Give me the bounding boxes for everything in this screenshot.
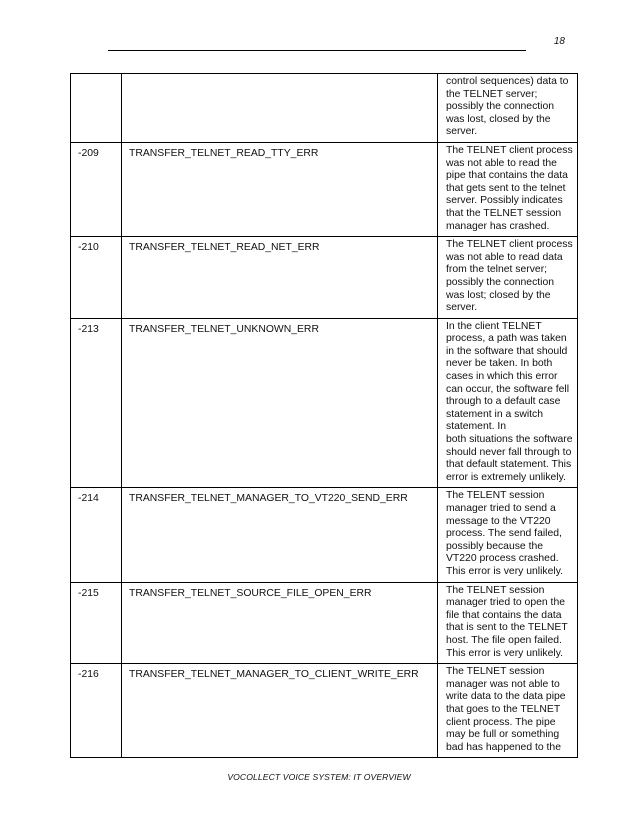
description-line: statement in a switch — [446, 408, 544, 420]
description-line: the TELNET server; — [446, 88, 538, 100]
description-line: client process. The pipe — [446, 716, 556, 728]
table-row — [71, 318, 578, 488]
description-line: that the TELNET session — [446, 207, 562, 219]
error-description-cell — [438, 237, 578, 319]
error-name-cell: TRANSFER_TELNET_SOURCE_FILE_OPEN_ERR — [122, 582, 438, 664]
description-line: statement. In — [446, 421, 507, 433]
description-line: In the client TELNET — [446, 320, 542, 332]
error-description-cell — [438, 582, 578, 664]
description-line: control sequences) data to — [446, 76, 569, 87]
description-line: through to a default case — [446, 396, 561, 408]
page-footer: VOCOLLECT VOICE SYSTEM: IT OVERVIEW — [227, 772, 411, 782]
description-line: can occur, the software fell — [446, 383, 570, 395]
description-line: write data to the data pipe — [446, 691, 566, 703]
description-line: server. — [446, 126, 478, 138]
error-code-cell: -214 — [71, 488, 122, 582]
description-line: from the telnet server; — [446, 264, 548, 276]
description-line: manager tried to open the — [446, 597, 565, 609]
description-line: possibly the connection — [446, 276, 555, 288]
description-line: The TELNET session — [446, 584, 545, 596]
description-line: was not able to read data — [446, 251, 563, 263]
description-line: host. The file open failed. — [446, 634, 562, 646]
description-line: process. The send failed, — [446, 528, 562, 540]
error-name-cell: TRANSFER_TELNET_READ_TTY_ERR — [122, 142, 438, 236]
description-line: manager was not able to — [446, 678, 560, 690]
error-name-cell — [122, 74, 438, 143]
description-line: The TELNET client process — [446, 144, 573, 156]
error-description-cell — [438, 74, 578, 143]
error-name-cell: TRANSFER_TELNET_MANAGER_TO_CLIENT_WRITE_ERR — [122, 664, 438, 758]
description-line: error is extremely unlikely. — [446, 471, 566, 483]
description-line: server. Possibly indicates — [446, 195, 563, 207]
description-line: may be full or something — [446, 729, 560, 741]
error-description-cell — [438, 142, 578, 236]
table-row — [71, 142, 578, 236]
description-line: possibly because the — [446, 540, 544, 552]
table-row — [71, 582, 578, 664]
description-line: The TELNET session — [446, 666, 545, 678]
header-rule — [108, 50, 526, 51]
error-name-cell: TRANSFER_TELNET_MANAGER_TO_VT220_SEND_ERR — [122, 488, 438, 582]
description-line: was not able to read the — [446, 157, 557, 169]
description-line: bad has happened to the — [446, 741, 561, 753]
description-line: was lost; closed by the — [446, 289, 551, 301]
description-line: possibly the connection — [446, 101, 555, 113]
description-line: that default statement. This — [446, 459, 572, 471]
error-description-cell — [438, 488, 578, 582]
description-line: The TELNET client process — [446, 239, 573, 251]
error-name-cell: TRANSFER_TELNET_READ_NET_ERR — [122, 237, 438, 319]
error-code-table — [70, 73, 578, 758]
description-line: both situations the software — [446, 434, 573, 446]
table-row — [71, 237, 578, 319]
error-code-cell: -215 — [71, 582, 122, 664]
description-line: manager has crashed. — [446, 220, 550, 232]
error-description-cell — [438, 318, 578, 488]
description-line: cases in which this error — [446, 371, 558, 383]
error-code-cell: -209 — [71, 142, 122, 236]
description-line: was lost, closed by the — [446, 113, 551, 125]
description-line: file that contains the data — [446, 609, 562, 621]
description-line: that goes to the TELNET — [446, 703, 561, 715]
description-line: should never fall through to — [446, 446, 572, 458]
description-line: This error is very unlikely. — [446, 565, 564, 577]
description-line: pipe that contains the data — [446, 170, 568, 182]
error-description-cell — [438, 664, 578, 758]
error-code-cell: -213 — [71, 318, 122, 488]
description-line: message to the VT220 — [446, 515, 551, 527]
description-line: VT220 process crashed. — [446, 553, 559, 565]
error-code-cell: -210 — [71, 237, 122, 319]
description-line: that gets sent to the telnet — [446, 182, 566, 194]
description-line: server. — [446, 302, 478, 314]
description-line: The TELENT session — [446, 490, 545, 502]
table-row — [71, 664, 578, 758]
table-row — [71, 74, 578, 143]
error-code-table-body — [71, 74, 578, 758]
error-code-cell: -216 — [71, 664, 122, 758]
error-code-cell — [71, 74, 122, 143]
table-row — [71, 488, 578, 582]
description-line: in the software that should — [446, 345, 568, 357]
error-name-cell: TRANSFER_TELNET_UNKNOWN_ERR — [122, 318, 438, 488]
description-line: This error is very unlikely. — [446, 647, 564, 659]
description-line: never be taken. In both — [446, 358, 553, 370]
description-line: process, a path was taken — [446, 333, 567, 345]
description-line: that is sent to the TELNET — [446, 622, 568, 634]
description-line: manager tried to send a — [446, 503, 556, 514]
page-number: 18 — [553, 36, 565, 47]
